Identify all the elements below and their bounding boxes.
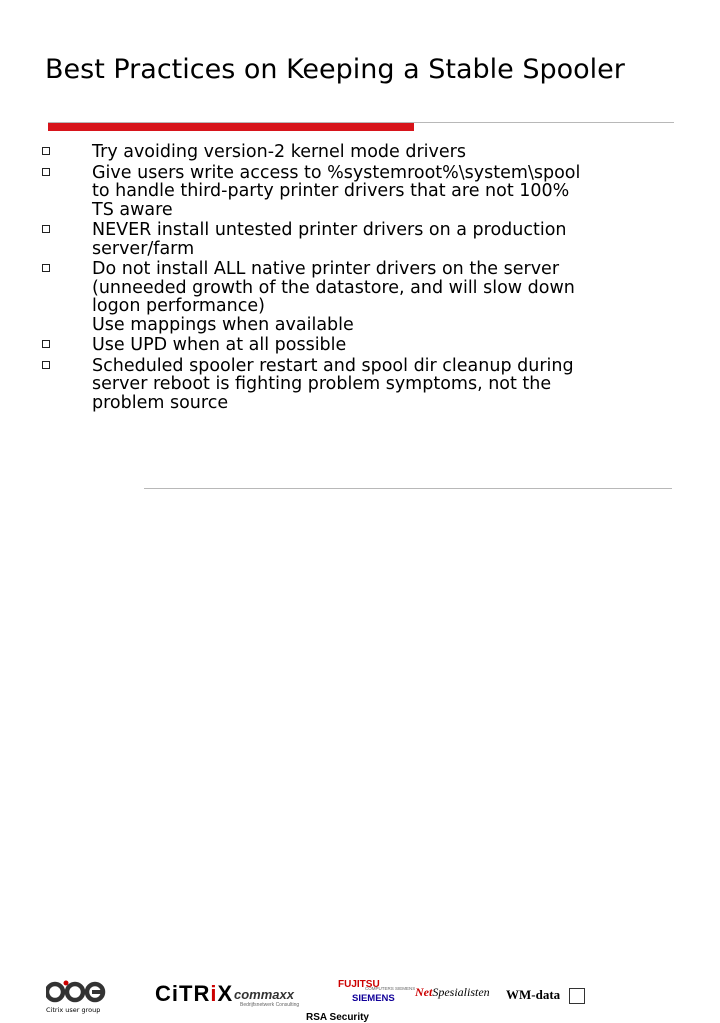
bullet-line: server/farm [92, 238, 195, 259]
netspesialisten-logo [415, 985, 490, 1000]
bullet-line: Use mappings when available [92, 314, 354, 335]
citrix-logo-text: CiTR [155, 981, 211, 1006]
square-bullet-icon [42, 168, 50, 176]
square-bullet-icon [42, 147, 50, 155]
netspesialisten-logo-mark: Net [415, 985, 433, 999]
siemens-logo: SIEMENS [352, 993, 395, 1004]
bullet-item [40, 260, 680, 334]
wm-data-logo-icon [569, 988, 585, 1004]
bullet-line: (unneeded growth of the datastore, and will slow down [92, 277, 575, 298]
title-accent-bar [48, 123, 414, 131]
bullet-line: logon performance) [92, 296, 265, 316]
citrix-logo-dot: i [210, 981, 218, 1006]
citrix-logo [155, 981, 233, 1007]
slide-title: Best Practices on Keeping a Stable Spooler [45, 54, 625, 85]
bullet-line: Give users write access to %systemroot%\system\spool [92, 162, 581, 183]
square-bullet-icon [42, 225, 50, 233]
bullet-item [40, 143, 680, 162]
bullet-list [40, 143, 680, 414]
square-bullet-icon [42, 340, 50, 348]
cug-logo-icon [46, 979, 106, 1005]
bullet-line: Scheduled spooler restart and spool dir cleanup during [92, 355, 574, 376]
commax-logo: commaxx [234, 987, 294, 1002]
rsa-security-logo: RSA Security [306, 1012, 369, 1023]
fujitsu-tagline: COMPUTERS SIEMENS [365, 986, 416, 991]
bullet-item [40, 164, 680, 220]
bullet-line: problem source [92, 392, 229, 413]
fujitsu-logo: FUJITSU [338, 979, 380, 990]
netspesialisten-logo-text: Spesialisten [432, 985, 490, 999]
wm-data-logo: WM-data [506, 987, 561, 1002]
commax-tagline: Bedrijfsnetwerk Consulting [240, 1002, 300, 1008]
bullet-line: TS aware [92, 199, 173, 220]
bullet-line: NEVER install untested printer drivers on a production [92, 220, 567, 240]
bullet-line: Use UPD when at all possible [92, 335, 347, 355]
bullet-item [40, 336, 680, 355]
bullet-line: to handle third-party printer drivers that are not 100% [92, 181, 570, 201]
square-bullet-icon [42, 264, 50, 272]
sponsor-footer [0, 488, 720, 1023]
bullet-line: server reboot is fighting problem symptoms, not the [92, 374, 552, 394]
bullet-item [40, 357, 680, 413]
bullet-line: Do not install ALL native printer drivers on the server [92, 259, 560, 279]
square-bullet-icon [42, 361, 50, 369]
bullet-item [40, 221, 680, 258]
citrix-logo-text-end: X [217, 981, 234, 1006]
cug-caption: Citrix user group [46, 1006, 101, 1014]
bullet-line: Try avoiding version-2 kernel mode drivers [92, 142, 466, 162]
